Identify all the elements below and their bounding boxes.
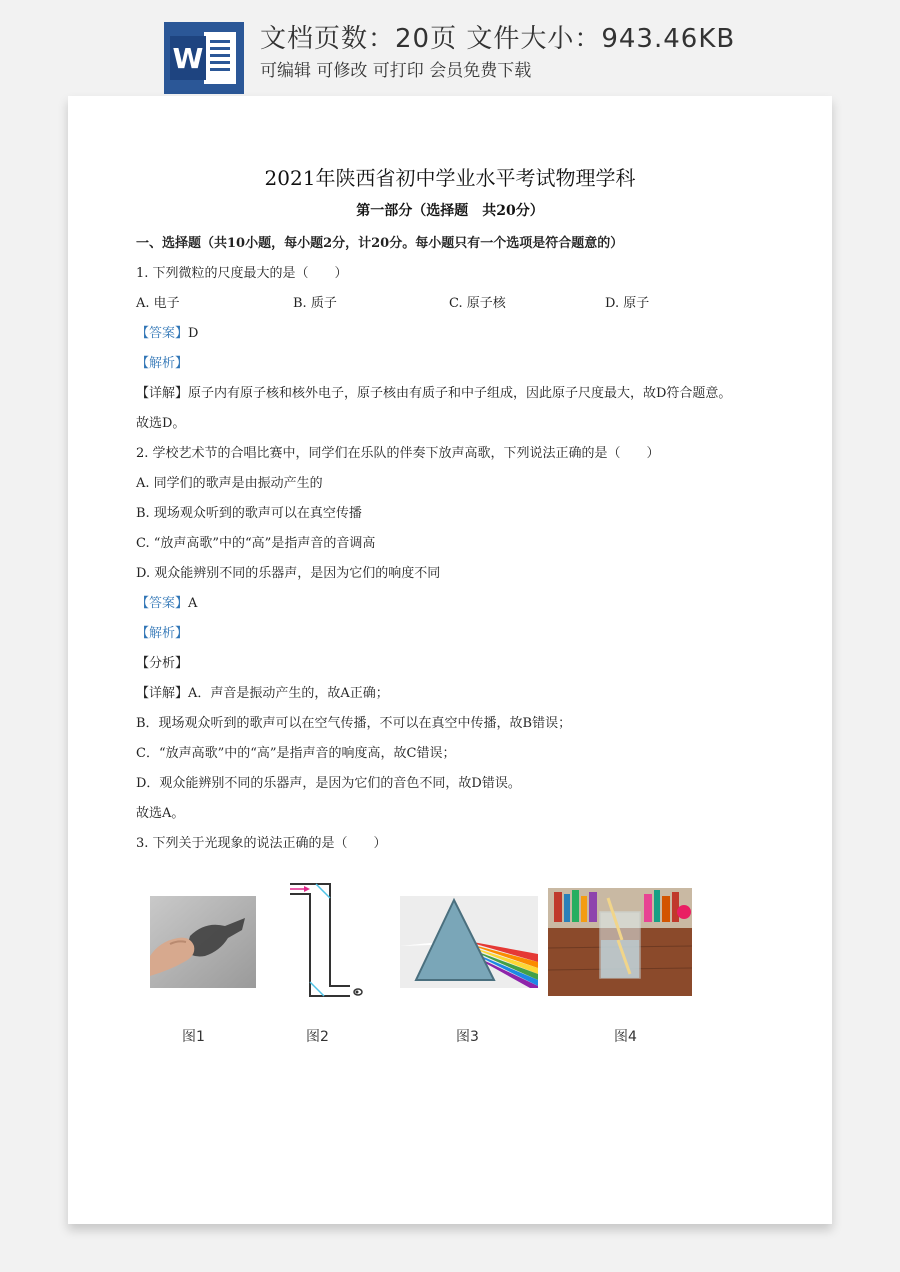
q2-analysis-tag: 【解析】 xyxy=(136,626,189,641)
q2-option-b: B. 现场观众听到的歌声可以在真空传播 xyxy=(136,506,362,521)
q1-option-b: B. 质子 xyxy=(293,296,337,311)
q1-option-c: C. 原子核 xyxy=(449,296,506,311)
question-1-stem: 1. 下列微粒的尺度最大的是（ ） xyxy=(136,266,348,281)
section-heading: 一、选择题（共10小题，每小题2分，计20分。每小题只有一个选项是符合题意的） xyxy=(136,236,624,251)
q1-answer: 【答案】D xyxy=(136,326,199,341)
document-title: 2021年陕西省初中学业水平考试物理学科 xyxy=(264,166,636,190)
q2-detail-a: 【详解】A．声音是振动产生的，故A正确； xyxy=(136,686,389,701)
document-page xyxy=(68,96,832,1224)
q2-option-a: A. 同学们的歌声是由振动产生的 xyxy=(136,476,323,491)
figure-3-label: 图3 xyxy=(456,1029,479,1045)
figure-2-label: 图2 xyxy=(306,1029,329,1045)
hand-shadow-photo xyxy=(150,896,256,988)
word-doc-icon xyxy=(164,22,244,94)
q2-fenxi: 【分析】 xyxy=(136,656,189,671)
q1-option-d: D. 原子 xyxy=(605,296,650,311)
file-info-subtitle: 可编辑 可修改 可打印 会员免费下载 xyxy=(260,61,532,81)
q1-analysis-tag: 【解析】 xyxy=(136,356,189,371)
question-2-stem: 2. 学校艺术节的合唱比赛中，同学们在乐队的伴奏下放声高歌，下列说法正确的是（ ） xyxy=(136,446,660,461)
file-info-title: 文档页数：20页 文件大小：943.46KB xyxy=(260,24,736,54)
download-banner xyxy=(0,0,900,96)
q2-answer: 【答案】A xyxy=(136,596,198,611)
q2-detail-c: C．“放声高歌”中的“高”是指声音的响度高，故C错误； xyxy=(136,746,456,761)
q2-option-d: D. 观众能辨别不同的乐器声，是因为它们的响度不同 xyxy=(136,566,441,581)
prism-dispersion xyxy=(400,896,538,988)
question-3-stem: 3. 下列关于光现象的说法正确的是（ ） xyxy=(136,836,387,851)
q1-option-a: A. 电子 xyxy=(136,296,180,311)
q2-option-c: C. “放声高歌”中的“高”是指声音的音调高 xyxy=(136,536,376,551)
q1-conclusion: 故选D。 xyxy=(136,416,186,431)
q1-detail: 【详解】原子内有原子核和核外电子，原子核由有质子和中子组成，因此原子尺度最大，故D符合题意。 xyxy=(136,386,732,401)
part-title: 第一部分（选择题 共20分） xyxy=(356,203,544,219)
q2-conclusion: 故选A。 xyxy=(136,806,185,821)
q2-detail-b: B．现场观众听到的歌声可以在空气传播，不可以在真空中传播，故B错误； xyxy=(136,716,572,731)
straw-in-water-photo xyxy=(548,888,692,996)
figure-4-label: 图4 xyxy=(614,1029,637,1045)
svg-text:W: W xyxy=(172,42,204,75)
figure-1-label: 图1 xyxy=(182,1029,205,1045)
periscope-diagram xyxy=(286,872,366,1002)
q2-detail-d: D．观众能辨别不同的乐器声，是因为它们的音色不同，故D错误。 xyxy=(136,776,521,791)
